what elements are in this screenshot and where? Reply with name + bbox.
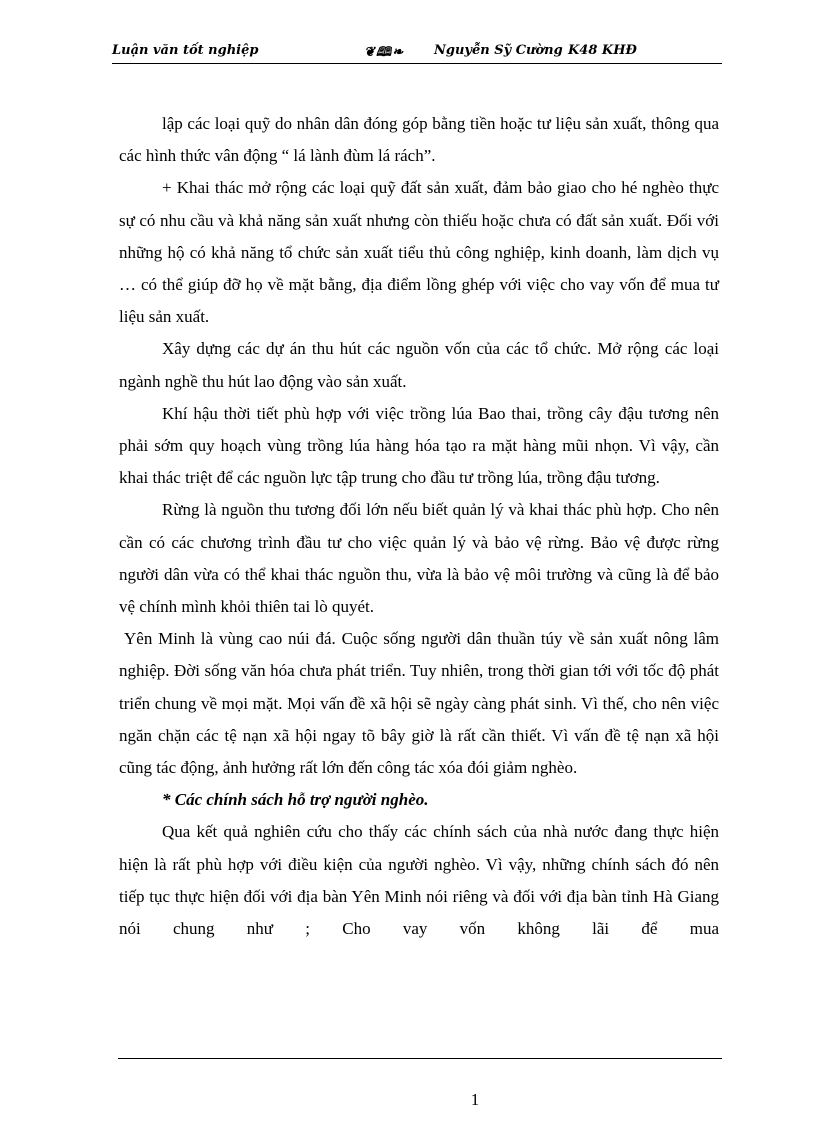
header-title: Luận văn tốt nghiệp [112,43,259,58]
paragraph-4: Khí hậu thời tiết phù hợp với việc trồng lúa Bao thai, trồng cây đậu tương nên phải sớm quy hoạch vùng trồng lúa hàng hóa tạo ra mặt hàng mũi nhọn. Vì vậy, cần khai thác triệt để các nguồn lực tập trung cho đầu tư trồng lúa, trồng đậu tương. [119,403,719,488]
footer-rule [118,1058,722,1059]
page-number: 1 [470,1090,480,1109]
header-class: K48 KHĐ [568,43,637,58]
body-text [119,108,719,945]
paragraph-6: Yên Minh là vùng cao núi đá. Cuộc sống người dân thuần túy về sản xuất nông lâm nghiệp. Đời sống văn hóa chưa phát triển. Tuy nhiên, trong thời gian tới với tốc độ phát triển chung về mọi mặt. Mọi vấn đề xã hội sẽ ngày càng phát sinh. Vì thế, cho nên việc ngăn chặn các tệ nạn xã hội ngay tõ bây giờ là rất cần thiết. Vì vấn đề tệ nạn xã hội cũng tác động, ảnh hưởng rất lớn đến công tác xóa đói giảm nghèo. [119,629,719,778]
paragraph-3: Xây dựng các dự án thu hút các nguồn vốn của các tổ chức. Mở rộng các loại ngành nghề thu hút lao động vào sản xuất. [119,339,719,391]
paragraph-1: lập các loại quỹ do nhân dân đóng góp bằng tiền hoặc tư liệu sản xuất, thông qua các hình thức vân động “ lá lành đùm lá rách”. [119,114,719,166]
header-author: Nguyễn Sỹ Cường [434,43,563,58]
page-header [112,38,722,64]
paragraph-2: + Khai thác mở rộng các loại quỹ đất sản xuất, đảm bảo giao cho hé nghèo thực sự có nhu cầu và khả năng sản xuất nhưng còn thiếu hoặc chưa có đất sản xuất. Đối với những hộ có khả năng tổ chức sản xuất tiểu thủ công nghiệp, kinh doanh, làm dịch vụ … có thể giúp đỡ họ về mặt bằng, địa điểm lồng ghép với việc cho vay vốn để mua tư liệu sản xuất. [119,178,719,327]
header-rule [112,63,722,64]
header-ornament-icon: ❦🕮❧ [364,45,405,60]
paragraph-7: Qua kết quả nghiên cứu cho thấy các chính sách của nhà nước đang thực hiện hiện là rất phù hợp với điều kiện của người nghèo. Vì vậy, những chính sách đó nên tiếp tục thực hiện đối với địa bàn Yên Minh nói riêng và đối với địa bàn tỉnh Hà Giang nói chung như ; Cho vay vốn không lãi để mua [119,822,719,939]
section-subheading: * Các chính sách hỗ trợ người nghèo. [162,790,429,810]
paragraph-5: Rừng là nguồn thu tương đối lớn nếu biết quản lý và khai thác phù hợp. Cho nên cần có các chương trình đầu tư cho việc quản lý và bảo vệ rừng. Bảo vệ được rừng người dân vừa có thể khai thác nguồn thu, vừa là bảo vệ môi trường và cũng là để bảo vệ chính mình khỏi thiên tai lò quyét. [119,500,719,617]
